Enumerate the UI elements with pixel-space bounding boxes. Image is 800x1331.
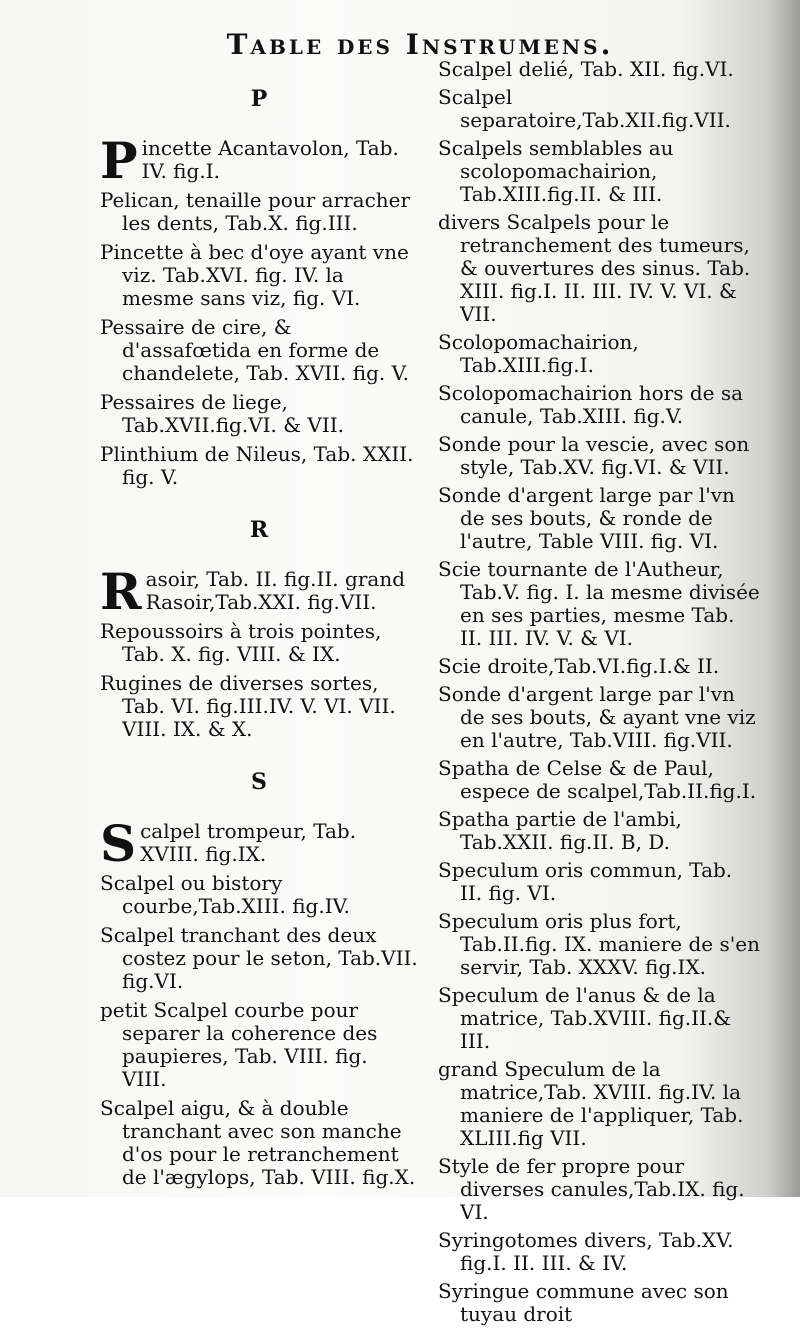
index-entry: Syringue commune avec son tuyau droit <box>438 1279 729 1326</box>
index-entry: Scie droite,Tab.VI.fig.I.& II. <box>438 654 720 678</box>
index-entry: Sonde pour la vescie, avec son style, Tab.XV. fig.VI. & VII. <box>438 432 750 479</box>
index-entry: Speculum oris commun, Tab. II. fig. VI. <box>438 858 733 905</box>
index-entry: Scalpel ou bistory courbe,Tab.XIII. fig.IV. <box>100 871 350 918</box>
index-entry: grand Speculum de la matrice,Tab. XVIII. fig.IV. la maniere de l'appliquer, Tab. XLIII.fig VII. <box>438 1057 744 1150</box>
index-entry: Speculum oris plus fort, Tab.II.fig. IX. maniere de s'en servir, Tab. XXXV. fig.IX. <box>438 909 760 979</box>
index-entry: Rasoir, Tab. II. fig.II. grand Rasoir,Tab.XXI. fig.VII. <box>100 562 405 621</box>
index-entry: Pessaires de liege, Tab.XVII.fig.VI. & VII. <box>100 390 345 437</box>
right-column <box>438 58 760 1331</box>
index-entry: Repoussoirs à trois pointes, Tab. X. fig. VIII. & IX. <box>100 619 382 666</box>
index-entry: Rugines de diverses sortes, Tab. VI. fig.III.IV. V. VI. VII. VIII. IX. & X. <box>100 671 396 741</box>
index-entry: Pincette à bec d'oye ayant vne viz. Tab.XVI. fig. IV. la mesme sans viz, fig. VI. <box>100 240 409 310</box>
index-entry: Spatha partie de l'ambi, Tab.XXII. fig.II. B, D. <box>438 807 682 854</box>
section-letter-r: R <box>249 517 269 543</box>
index-entry: Pelican, tenaille pour arracher les dents, Tab.X. fig.III. <box>100 188 411 235</box>
index-entry: Scolopomachairion hors de sa canule, Tab.XIII. fig.V. <box>438 381 744 428</box>
index-entry: Sonde d'argent large par l'vn de ses bouts, & ronde de l'autre, Table VIII. fig. VI. <box>438 483 735 553</box>
index-entry: Speculum de l'anus & de la matrice, Tab.XVIII. fig.II.& III. <box>438 983 732 1053</box>
section-letter-s: S <box>251 769 267 795</box>
index-entry: Scolopomachairion, Tab.XIII.fig.I. <box>438 330 639 377</box>
index-entry: Scalpel separatoire,Tab.XII.fig.VII. <box>438 85 731 132</box>
index-entry: Scie tournante de l'Autheur, Tab.V. fig. I. la mesme divisée en ses parties, mesme Tab. II. III. IV. V. & VI. <box>438 557 760 650</box>
index-entry: Syringotomes divers, Tab.XV. fig.I. II. III. & IV. <box>438 1228 734 1275</box>
index-entry: Pessaire de cire, & d'assafœtida en forme de chandelete, Tab. XVII. fig. V. <box>100 315 409 385</box>
index-entry: Sonde d'argent large par l'vn de ses bouts, & ayant vne viz en l'autre, Tab.VIII. fig.VII. <box>438 682 756 752</box>
index-entry: Spatha de Celse & de Paul, espece de scalpel,Tab.II.fig.I. <box>438 756 757 803</box>
index-entry: Style de fer propre pour diverses canules,Tab.IX. fig. VI. <box>438 1154 745 1224</box>
index-entry: Pincette Acantavolon, Tab. IV. fig.I. <box>100 131 399 190</box>
index-entry: Scalpel trompeur, Tab. XVIII. fig.IX. <box>100 814 357 873</box>
index-entry: Plinthium de Nileus, Tab. XXII. fig. V. <box>100 442 414 489</box>
left-column <box>100 58 418 1195</box>
index-entry: Scalpel aigu, & à double tranchant avec son manche d'os pour le retranchement de l'ægylops, Tab. VIII. fig.X. <box>100 1096 416 1189</box>
section-letter-p: P <box>250 86 268 112</box>
index-entry: Scalpels semblables au scolopomachairion, Tab.XIII.fig.II. & III. <box>438 136 674 206</box>
index-entry: divers Scalpels pour le retranchement des tumeurs, & ouvertures des sinus. Tab. XIII. fig.I. II. III. IV. V. VI. & VII. <box>438 210 751 326</box>
page-header: Table des Instrumens. <box>226 28 614 61</box>
index-entry: Scalpel tranchant des deux costez pour le seton, Tab.VII. fig.VI. <box>100 923 418 993</box>
index-entry: Scalpel delié, Tab. XII. fig.VI. <box>438 57 734 81</box>
index-entry: petit Scalpel courbe pour separer la coherence des paupieres, Tab. VIII. fig. VIII. <box>100 998 378 1091</box>
